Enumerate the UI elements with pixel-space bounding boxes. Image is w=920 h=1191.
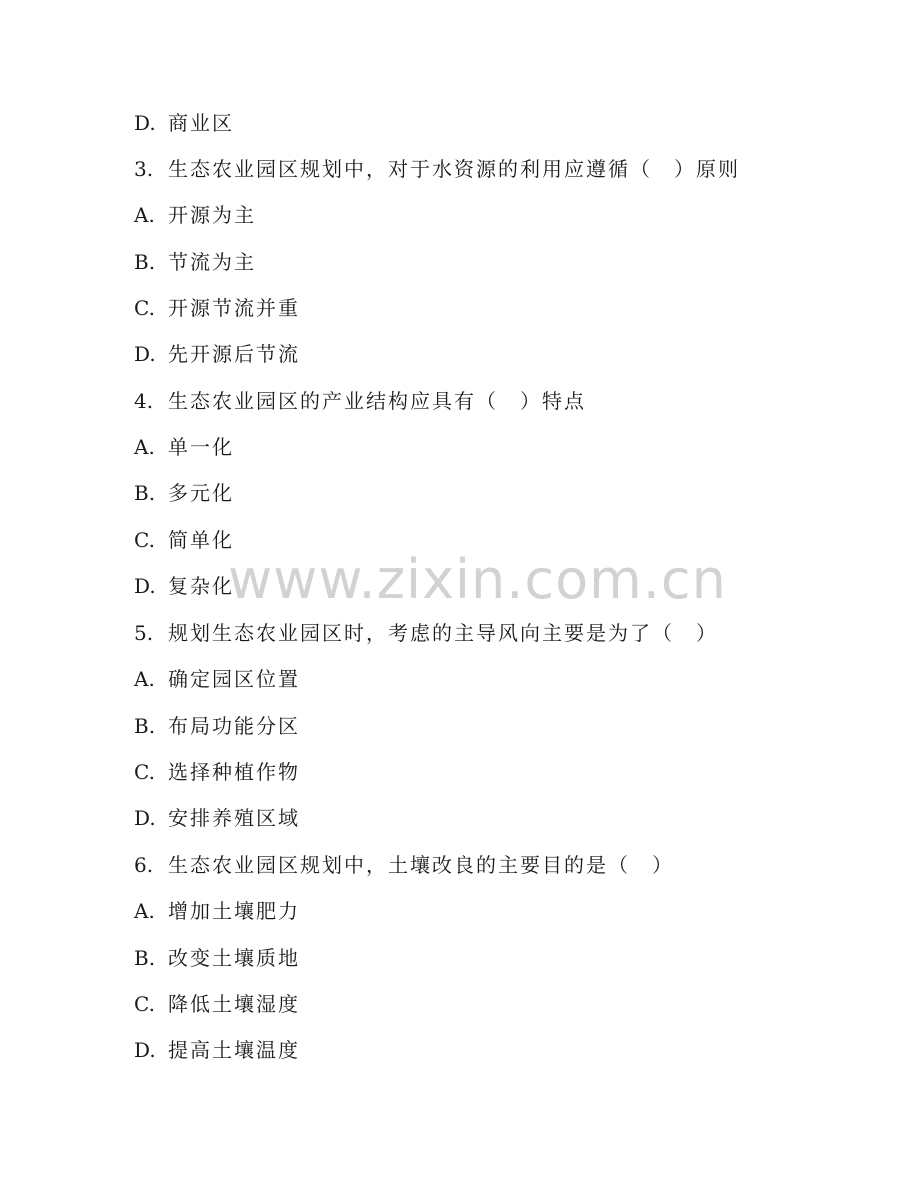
option-line: [134, 897, 300, 925]
option-letter: C.: [134, 528, 155, 552]
option-text: 降低土壤湿度: [168, 992, 300, 1016]
question-line: [134, 619, 718, 647]
question-line: [134, 387, 586, 415]
option-text: 布局功能分区: [168, 714, 300, 738]
option-text: 增加土壤肥力: [168, 899, 300, 923]
option-letter: A.: [134, 203, 155, 227]
option-text: 复杂化: [168, 574, 234, 598]
option-letter: C.: [134, 760, 155, 784]
option-line: [134, 665, 300, 693]
question-number: 5.: [134, 621, 154, 645]
option-text: 开源节流并重: [168, 296, 300, 320]
option-text: 选择种植作物: [168, 760, 300, 784]
option-text: 先开源后节流: [168, 342, 300, 366]
option-letter: A.: [134, 435, 155, 459]
option-text: 多元化: [168, 481, 234, 505]
question-number: 4.: [134, 389, 154, 413]
option-line: [134, 990, 300, 1018]
question-text: 生态农业园区规划中，土壤改良的主要目的是（ ）: [168, 853, 674, 877]
option-text: 开源为主: [168, 203, 256, 227]
option-line: [134, 479, 234, 507]
option-letter: B.: [134, 250, 156, 274]
option-text: 节流为主: [168, 250, 256, 274]
option-letter: A.: [134, 667, 155, 691]
option-text: 改变土壤质地: [168, 946, 300, 970]
option-letter: C.: [134, 296, 155, 320]
question-text: 生态农业园区规划中，对于水资源的利用应遵循（ ）原则: [168, 157, 740, 181]
question-text: 生态农业园区的产业结构应具有（ ）特点: [168, 389, 586, 413]
option-letter: D.: [134, 342, 156, 366]
option-line: [134, 572, 234, 600]
question-text: 规划生态农业园区时，考虑的主导风向主要是为了（ ）: [168, 621, 718, 645]
option-text: 商业区: [168, 111, 234, 135]
option-line: [134, 109, 234, 137]
option-line: [134, 340, 300, 368]
question-number: 6.: [134, 853, 154, 877]
watermark: www.zixin.com.cn: [228, 548, 727, 611]
option-text: 安排养殖区域: [168, 806, 300, 830]
option-line: [134, 944, 300, 972]
option-text: 简单化: [168, 528, 234, 552]
question-number: 3.: [134, 157, 154, 181]
option-letter: B.: [134, 946, 156, 970]
question-line: [134, 155, 740, 183]
option-letter: B.: [134, 714, 156, 738]
option-line: [134, 294, 300, 322]
option-text: 确定园区位置: [168, 667, 300, 691]
option-letter: D.: [134, 1038, 156, 1062]
option-line: [134, 758, 300, 786]
option-letter: B.: [134, 481, 156, 505]
option-line: [134, 712, 300, 740]
option-line: [134, 526, 234, 554]
option-line: [134, 201, 256, 229]
option-text: 单一化: [168, 435, 234, 459]
option-text: 提高土壤温度: [168, 1038, 300, 1062]
option-letter: D.: [134, 111, 156, 135]
option-letter: A.: [134, 899, 155, 923]
option-line: [134, 248, 256, 276]
option-letter: D.: [134, 806, 156, 830]
option-line: [134, 1036, 300, 1064]
option-line: [134, 433, 234, 461]
option-line: [134, 804, 300, 832]
option-letter: C.: [134, 992, 155, 1016]
question-line: [134, 851, 674, 879]
option-letter: D.: [134, 574, 156, 598]
